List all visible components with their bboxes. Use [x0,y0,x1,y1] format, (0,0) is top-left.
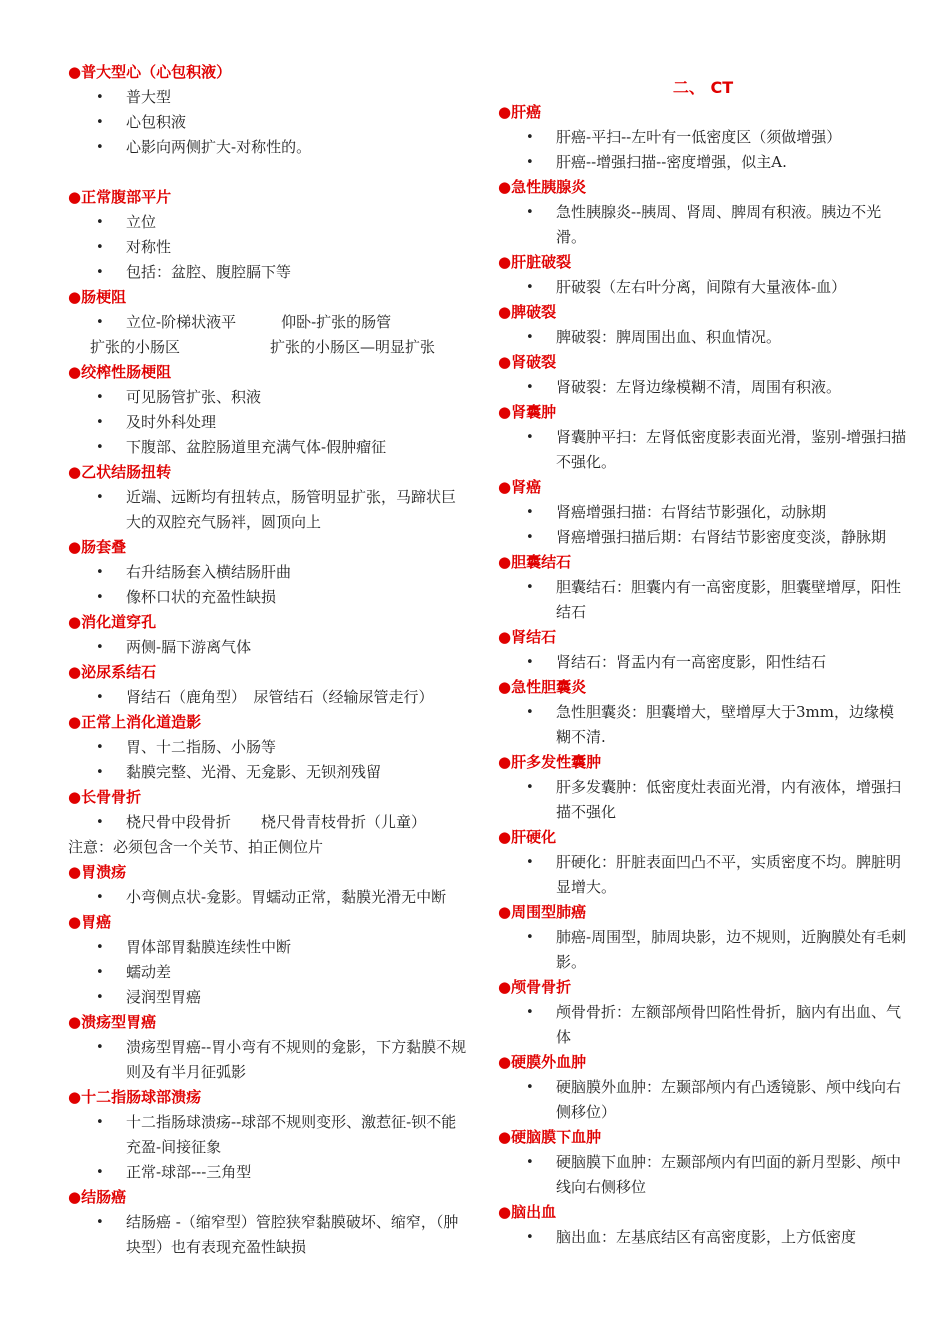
section [498,250,908,300]
bullet-list [498,125,908,175]
bullet-list [68,935,468,1010]
section [498,300,908,350]
section-heading: ●周围型肺癌 [498,903,587,921]
section [498,475,908,550]
section-heading: ●肾结石 [498,628,557,646]
section [498,350,908,400]
bullet-item: • 及时外科处理 [68,410,468,435]
section-heading: ●肾破裂 [498,353,557,371]
section [68,785,468,860]
bullet-list [68,85,468,160]
bullet-item: • 胆囊结石：胆囊内有一高密度影，胆囊壁增厚，阳性结石 [498,575,908,625]
bullet-list [68,310,468,335]
section [68,460,468,535]
section-heading: ●肝多发性囊肿 [498,753,602,771]
section [68,60,468,160]
section [498,825,908,900]
section [68,610,468,660]
bullet-list [68,385,468,460]
bullet-list [68,1210,468,1260]
bullet-item: • 肾结石（鹿角型） 尿管结石（经输尿管走行） [68,685,468,710]
section-heading: ●肝癌 [498,103,542,121]
bullet-list [498,775,908,825]
section-heading: ●脾破裂 [498,303,557,321]
bullet-list [498,575,908,625]
section-heading: ●胃癌 [68,913,112,931]
bullet-item: • 急性胆囊炎：胆囊增大，壁增厚大于3mm，边缘模糊不清. [498,700,908,750]
section-heading: ●颅骨骨折 [498,978,572,996]
section [498,400,908,475]
bullet-item: • 像杯口状的充盈性缺损 [68,585,468,610]
bullet-list [68,1110,468,1185]
bullet-item: • 肾结石：肾盂内有一高密度影，阳性结石 [498,650,908,675]
section [498,625,908,675]
ct-section-title: 二、 CT [672,78,734,97]
bullet-list [498,700,908,750]
bullet-item: • 肝多发囊肿：低密度灶表面光滑，内有液体，增强扫描不强化 [498,775,908,825]
section-heading: ●肝硬化 [498,828,557,846]
section-heading: ●肾囊肿 [498,403,557,421]
section-heading: ●急性胆囊炎 [498,678,587,696]
section [68,185,468,285]
section [68,1085,468,1185]
bullet-item: • 肾囊肿平扫：左肾低密度影表面光滑，鉴别-增强扫描不强化。 [498,425,908,475]
bullet-list [68,635,468,660]
section [68,860,468,910]
bullet-item: • 肾癌增强扫描：右肾结节影强化，动脉期 [498,500,908,525]
bullet-item: • 近端、远断均有扭转点，肠管明显扩张，马蹄状巨大的双腔充气肠袢，圆顶向上 [68,485,468,535]
bullet-item: • 心包积液 [68,110,468,135]
section [498,1050,908,1125]
section [498,975,908,1050]
bullet-list [498,425,908,475]
section-heading: ●十二指肠球部溃疡 [68,1088,202,1106]
bullet-item: • 结肠癌 -（缩窄型）管腔狭窄黏膜破坏、缩窄，（肿块型）也有表现充盈性缺损 [68,1210,468,1260]
bullet-item: • 两侧-膈下游离气体 [68,635,468,660]
section [498,1200,908,1250]
bullet-item: • 蠕动差 [68,960,468,985]
note-text: 注意：必须包含一个关节、拍正侧位片 [68,838,324,856]
bullet-item: • 肾破裂：左肾边缘模糊不清，周围有积液。 [498,375,908,400]
section-heading: ●绞榨性肠梗阻 [68,363,172,381]
section [68,660,468,710]
section [498,900,908,975]
section-heading: ●正常上消化道造影 [68,713,202,731]
bullet-list [68,735,468,785]
section [498,550,908,625]
section-heading: ●脑出血 [498,1203,557,1221]
bullet-item: • 十二指肠球溃疡--球部不规则变形、激惹征-钡不能充盈-间接征象 [68,1110,468,1160]
section [68,710,468,785]
right-column [498,60,908,1250]
note-text: 扩张的小肠区 扩张的小肠区—明显扩张 [90,338,436,356]
bullet-list [498,1075,908,1125]
bullet-list [498,325,908,350]
bullet-item: • 浸润型胃癌 [68,985,468,1010]
section-heading: ●普大型心（心包积液） [68,63,232,81]
bullet-item: • 黏膜完整、光滑、无龛影、无钡剂残留 [68,760,468,785]
section-heading: ●正常腹部平片 [68,188,172,206]
section [498,675,908,750]
section-heading: ●肠梗阻 [68,288,127,306]
bullet-item: • 硬脑膜外血肿：左颞部颅内有凸透镜影、颅中线向右侧移位） [498,1075,908,1125]
section-heading: ●长骨骨折 [68,788,142,806]
bullet-list [68,560,468,610]
bullet-item: • 脑出血：左基底结区有高密度影，上方低密度 [498,1225,908,1250]
bullet-item: • 急性胰腺炎--胰周、肾周、脾周有积液。胰边不光滑。 [498,200,908,250]
bullet-item: • 桡尺骨中段骨折 桡尺骨青枝骨折（儿童） [68,810,468,835]
bullet-item: • 肺癌-周围型，肺周块影，边不规则，近胸膜处有毛刺影。 [498,925,908,975]
bullet-item: • 包括：盆腔、腹腔膈下等 [68,260,468,285]
section-heading: ●硬膜外血肿 [498,1053,587,1071]
section [68,535,468,610]
section-heading: ●乙状结肠扭转 [68,463,172,481]
bullet-list [68,885,468,910]
section-heading: ●肝脏破裂 [498,253,572,271]
section-heading: ●肾癌 [498,478,542,496]
section [68,285,468,360]
section [498,175,908,250]
bullet-list [68,810,468,835]
bullet-item: • 小弯侧点状-龛影。胃蠕动正常，黏膜光滑无中断 [68,885,468,910]
section-heading: ●硬脑膜下血肿 [498,1128,602,1146]
bullet-list [498,1225,908,1250]
bullet-list [498,500,908,550]
bullet-list [498,1150,908,1200]
section [68,360,468,460]
bullet-item: • 心影向两侧扩大-对称性的。 [68,135,468,160]
bullet-item: • 溃疡型胃癌--胃小弯有不规则的龛影，下方黏膜不规则及有半月征弧影 [68,1035,468,1085]
bullet-list [68,485,468,535]
bullet-item: • 脾破裂：脾周围出血、积血情况。 [498,325,908,350]
bullet-list [498,925,908,975]
bullet-item: • 胃、十二指肠、小肠等 [68,735,468,760]
bullet-list [498,200,908,250]
bullet-list [68,1035,468,1085]
section [68,910,468,1010]
section-heading: ●胆囊结石 [498,553,572,571]
bullet-list [498,1000,908,1050]
bullet-item: • 肝癌-平扫--左叶有一低密度区（须做增强） [498,125,908,150]
bullet-item: • 立位-阶梯状液平 仰卧-扩张的肠管 [68,310,468,335]
bullet-item: • 胃体部胃黏膜连续性中断 [68,935,468,960]
section [68,1185,468,1260]
bullet-item: • 右升结肠套入横结肠肝曲 [68,560,468,585]
bullet-item: • 肝硬化：肝脏表面凹凸不平，实质密度不均。脾脏明显增大。 [498,850,908,900]
bullet-item: • 肝破裂（左右叶分离，间隙有大量液体-血） [498,275,908,300]
section [68,1010,468,1085]
section-heading: ●肠套叠 [68,538,127,556]
bullet-list [498,850,908,900]
section-heading: ●胃溃疡 [68,863,127,881]
bullet-item: • 下腹部、盆腔肠道里充满气体-假肿瘤征 [68,435,468,460]
bullet-item: • 普大型 [68,85,468,110]
bullet-list [498,650,908,675]
bullet-item: • 肝癌--增强扫描--密度增强，似主A. [498,150,908,175]
section-heading: ●溃疡型胃癌 [68,1013,157,1031]
section [498,100,908,175]
bullet-item: • 可见肠管扩张、积液 [68,385,468,410]
left-column [68,60,468,1260]
bullet-item: • 正常-球部---三角型 [68,1160,468,1185]
section-heading: ●急性胰腺炎 [498,178,587,196]
bullet-list [498,275,908,300]
bullet-item: • 硬脑膜下血肿：左颞部颅内有凹面的新月型影、颅中线向右侧移位 [498,1150,908,1200]
section [498,1125,908,1200]
bullet-list [498,375,908,400]
bullet-item: • 颅骨骨折：左额部颅骨凹陷性骨折，脑内有出血、气体 [498,1000,908,1050]
bullet-list [68,210,468,285]
section-heading: ●结肠癌 [68,1188,127,1206]
section [498,750,908,825]
bullet-list [68,685,468,710]
bullet-item: • 立位 [68,210,468,235]
bullet-item: • 对称性 [68,235,468,260]
section-heading: ●泌尿系结石 [68,663,157,681]
bullet-item: • 肾癌增强扫描后期：右肾结节影密度变淡，静脉期 [498,525,908,550]
section-heading: ●消化道穿孔 [68,613,157,631]
